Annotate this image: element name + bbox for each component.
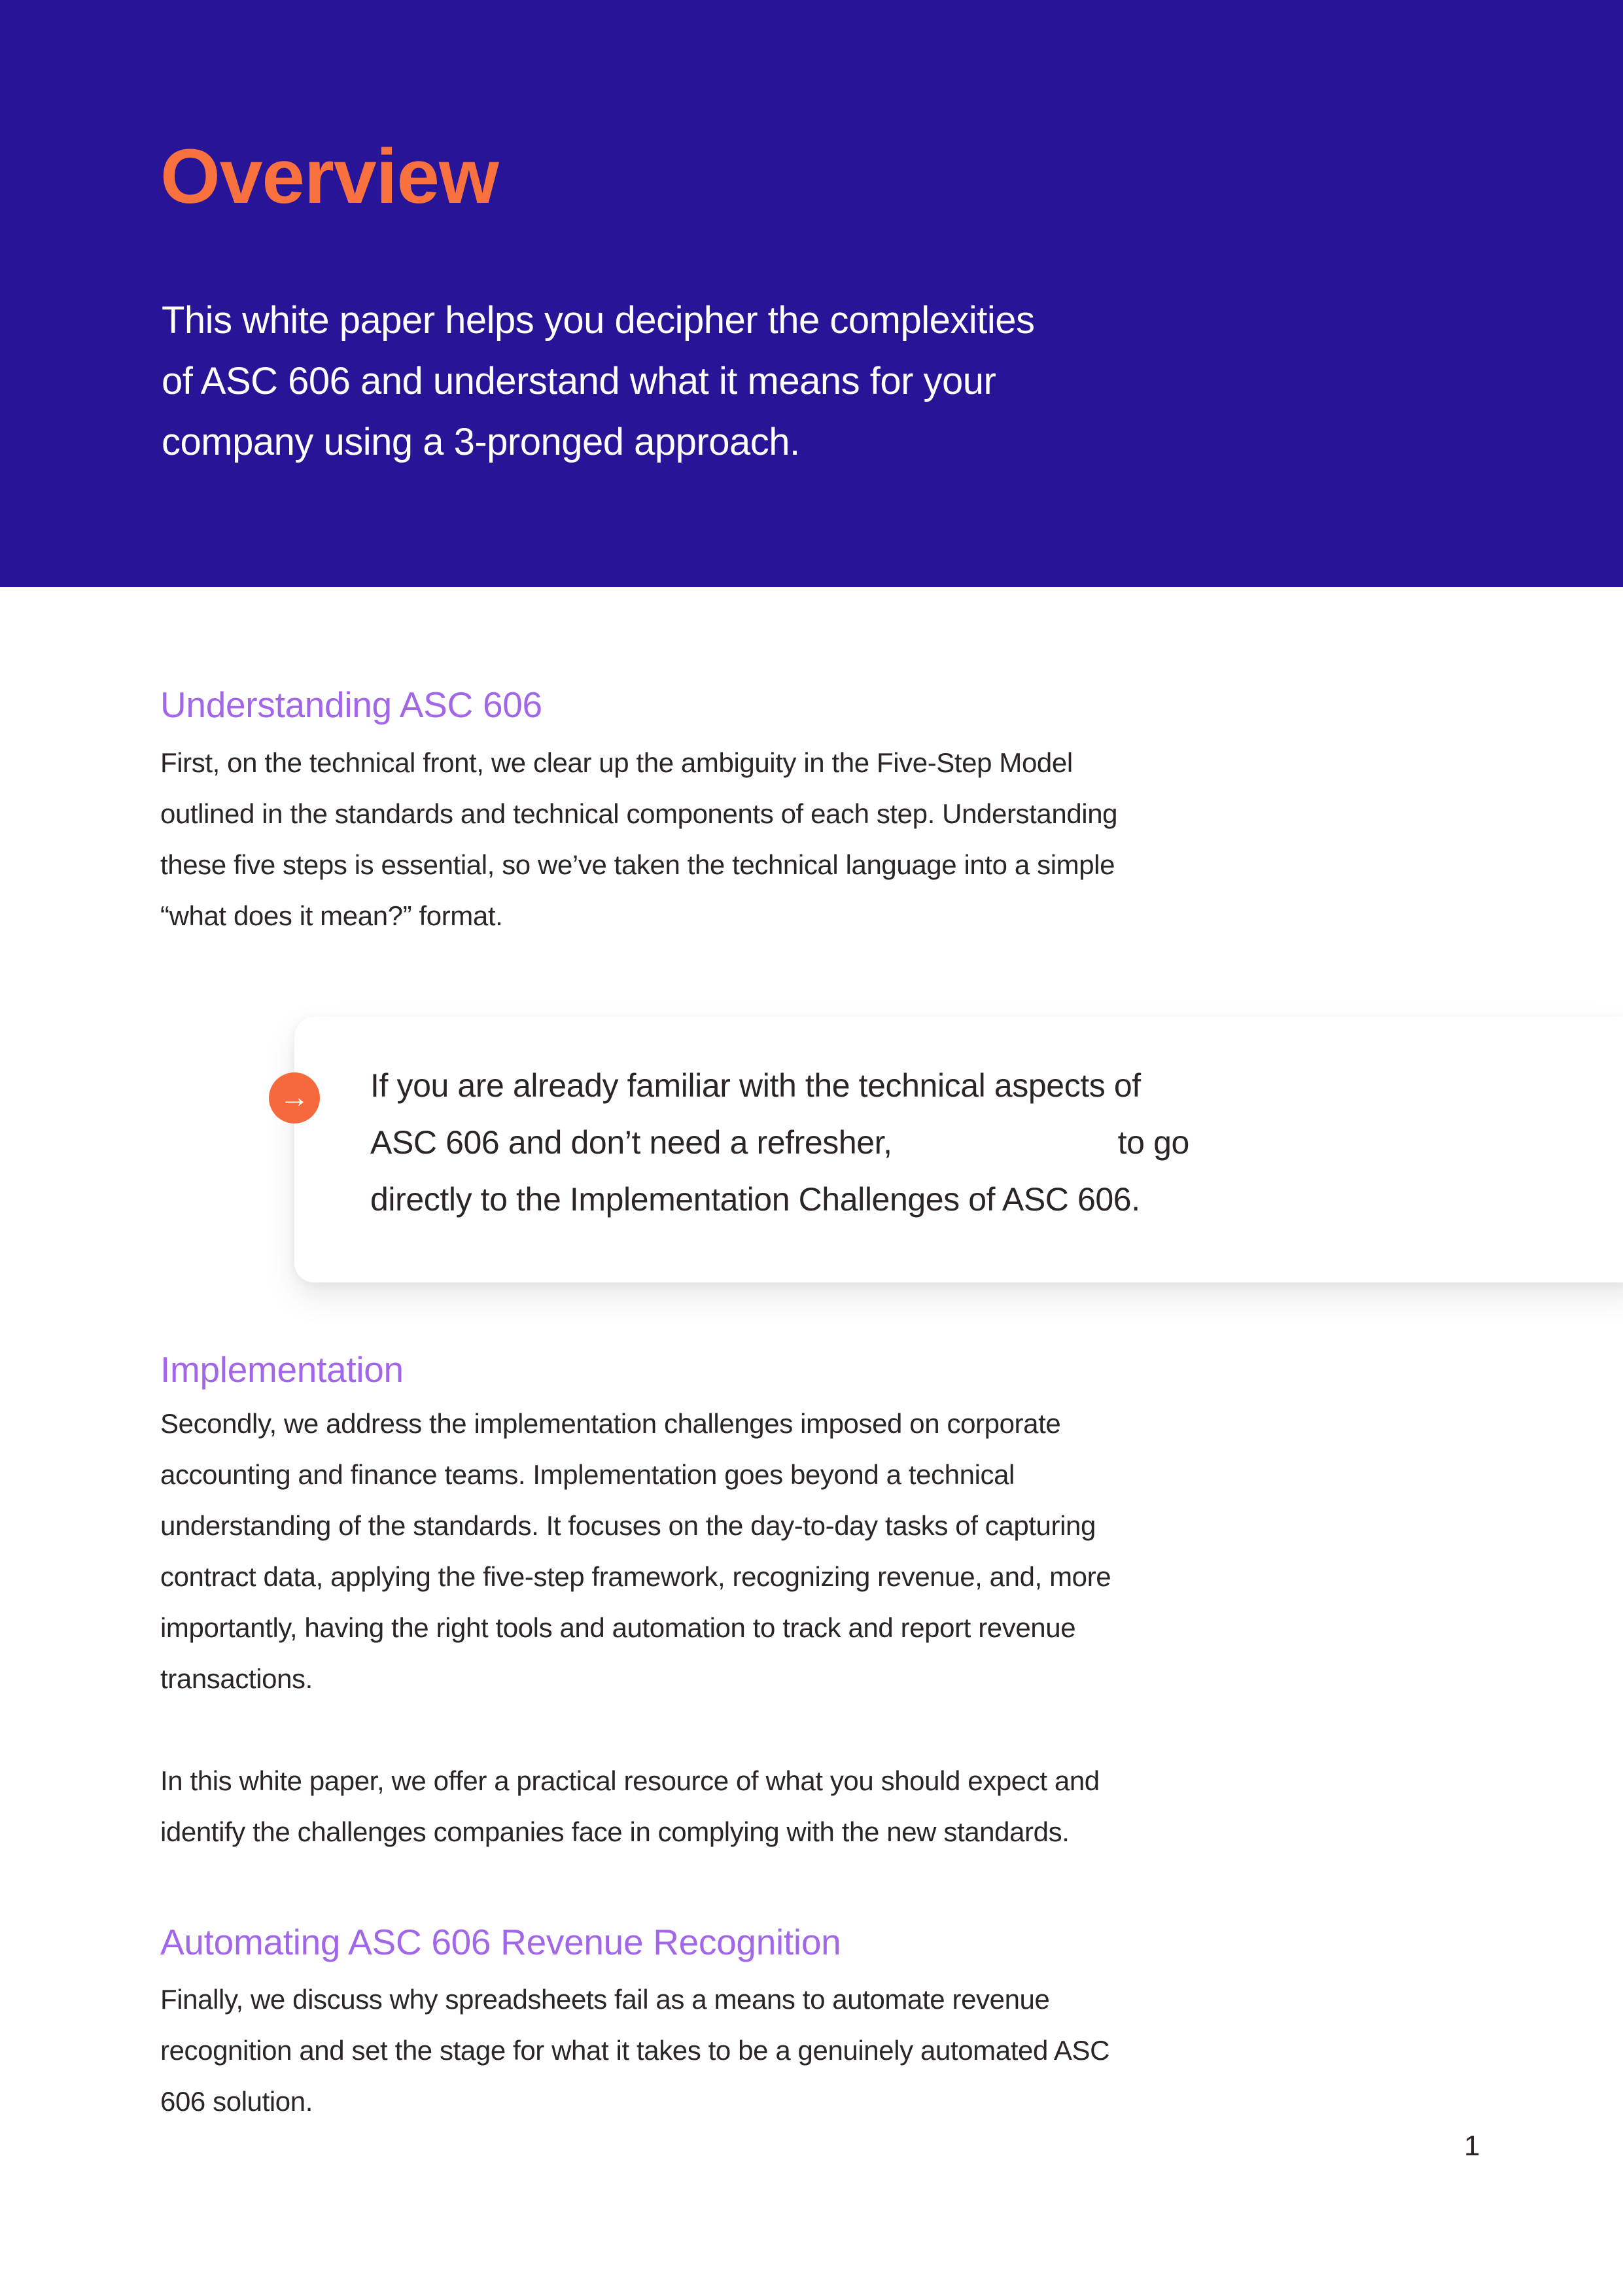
body-line: First, on the technical front, we clear up the ambiguity in the Five-Step Model: [160, 747, 1073, 778]
subtitle-line: company using a 3-pronged approach.: [162, 421, 800, 463]
body-line: understanding of the standards. It focuses on the day-to-day tasks of capturing: [160, 1510, 1096, 1541]
paragraph-implementation-1: [160, 1398, 1111, 1704]
paragraph-automating: [160, 1974, 1109, 2127]
subtitle-line: This white paper helps you decipher the complexities: [162, 299, 1035, 342]
subtitle-line: of ASC 606 and understand what it means for your: [162, 360, 996, 402]
callout-card: [279, 1017, 1623, 1282]
callout-line: [370, 1114, 1189, 1171]
callout-text: [370, 1057, 1189, 1228]
body-line: In this white paper, we offer a practical resource of what you should expect and: [160, 1765, 1100, 1796]
body-line: these five steps is essential, so we’ve taken the technical language into a simple: [160, 849, 1115, 880]
page-title: Overview: [160, 133, 498, 220]
body-line: recognition and set the stage for what it takes to be a genuinely automated ASC: [160, 2035, 1110, 2066]
body-line: identify the challenges companies face in complying with the new standards.: [160, 1816, 1070, 1847]
arrow-right-glyph: →: [279, 1080, 309, 1114]
section-heading-automating-asc-606: Automating ASC 606 Revenue Recognition: [160, 1922, 841, 1962]
body-line: importantly, having the right tools and automation to track and report revenue: [160, 1612, 1076, 1643]
header-subtitle: [162, 290, 1035, 472]
paragraph-implementation-2: [160, 1756, 1100, 1858]
body-line: Finally, we discuss why spreadsheets fail as a means to automate revenue: [160, 1984, 1050, 2015]
body-line: Secondly, we address the implementation challenges imposed on corporate: [160, 1408, 1061, 1439]
callout-link-placeholder[interactable]: [892, 1153, 1118, 1154]
page-number: 1: [1464, 2130, 1480, 2162]
callout-line: If you are already familiar with the technical aspects of: [370, 1067, 1141, 1104]
callout-line-segment: to go: [1117, 1124, 1189, 1161]
body-line: “what does it mean?” format.: [160, 900, 503, 931]
body-line: outlined in the standards and technical components of each step. Understanding: [160, 798, 1118, 829]
section-heading-understanding-asc-606: Understanding ASC 606: [160, 684, 542, 725]
section-heading-implementation: Implementation: [160, 1349, 404, 1390]
body-line: 606 solution.: [160, 2086, 313, 2117]
callout-line: directly to the Implementation Challenges of ASC 606.: [370, 1181, 1140, 1218]
body-line: transactions.: [160, 1663, 313, 1694]
arrow-right-icon: [269, 1072, 320, 1123]
paragraph-understanding: [160, 737, 1117, 942]
body-line: contract data, applying the five-step framework, recognizing revenue, and, more: [160, 1561, 1111, 1592]
header-banner: [0, 0, 1623, 587]
body-line: accounting and finance teams. Implementation goes beyond a technical: [160, 1459, 1015, 1490]
callout-line-segment: ASC 606 and don’t need a refresher,: [370, 1124, 892, 1161]
